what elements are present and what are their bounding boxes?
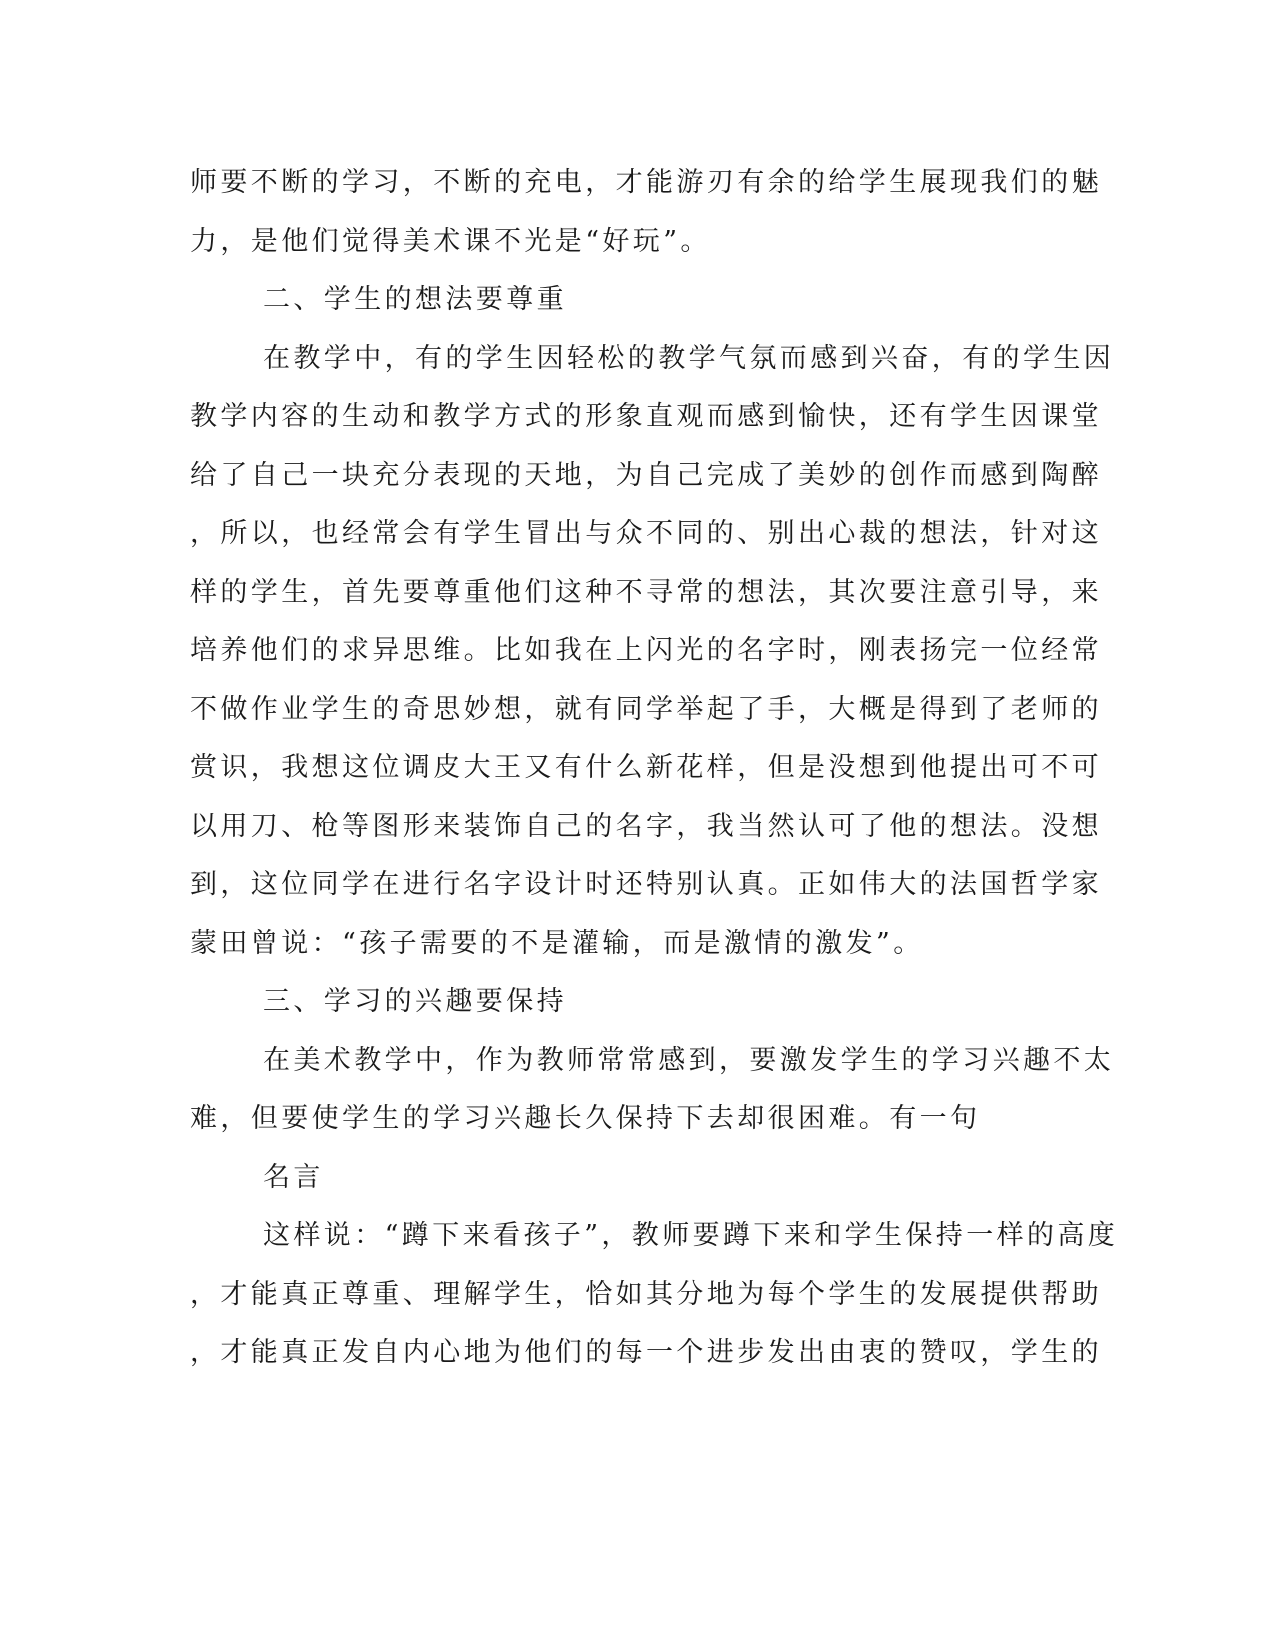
text-line: ，才能真正尊重、理解学生，恰如其分地为每个学生的发展提供帮助 <box>190 1279 1102 1310</box>
text-line: ，才能真正发自内心地为他们的每一个进步发出由衷的赞叹，学生的 <box>190 1337 1102 1368</box>
text-line: 样的学生，首先要尊重他们这种不寻常的想法，其次要注意引导，来 <box>190 577 1102 608</box>
section-heading: 二、学生的想法要尊重 <box>263 284 567 315</box>
text-line: 蒙田曾说：“孩子需要的不是灌输，而是激情的激发”。 <box>190 928 924 959</box>
text-line: 师要不断的学习，不断的充电，才能游刃有余的给学生展现我们的魅 <box>190 167 1102 198</box>
text-line: 力，是他们觉得美术课不光是“好玩”。 <box>190 226 711 257</box>
text-line: 给了自己一块充分表现的天地，为自己完成了美妙的创作而感到陶醉 <box>190 460 1102 491</box>
text-line: 难，但要使学生的学习兴趣长久保持下去却很困难。有一句 <box>190 1103 981 1134</box>
text-line: 到，这位同学在进行名字设计时还特别认真。正如伟大的法国哲学家 <box>190 869 1102 900</box>
section-heading: 三、学习的兴趣要保持 <box>263 986 567 1017</box>
text-line: 不做作业学生的奇思妙想，就有同学举起了手，大概是得到了老师的 <box>190 694 1102 725</box>
paragraph-first-line: 在教学中，有的学生因轻松的教学气氛而感到兴奋，有的学生因 <box>263 343 1115 374</box>
text-line: 赏识，我想这位调皮大王又有什么新花样，但是没想到他提出可不可 <box>190 752 1102 783</box>
text-line: 以用刀、枪等图形来装饰自己的名字，我当然认可了他的想法。没想 <box>190 811 1102 842</box>
paragraph-first-line: 在美术教学中，作为教师常常感到，要激发学生的学习兴趣不太 <box>263 1045 1115 1076</box>
paragraph-first-line: 这样说：“蹲下来看孩子”，教师要蹲下来和学生保持一样的高度 <box>263 1220 1119 1251</box>
text-line: ，所以，也经常会有学生冒出与众不同的、别出心裁的想法，针对这 <box>190 518 1102 549</box>
text-line: 名言 <box>263 1162 324 1193</box>
text-line: 培养他们的求异思维。比如我在上闪光的名字时，刚表扬完一位经常 <box>190 635 1102 666</box>
text-line: 教学内容的生动和教学方式的形象直观而感到愉快，还有学生因课堂 <box>190 401 1102 432</box>
